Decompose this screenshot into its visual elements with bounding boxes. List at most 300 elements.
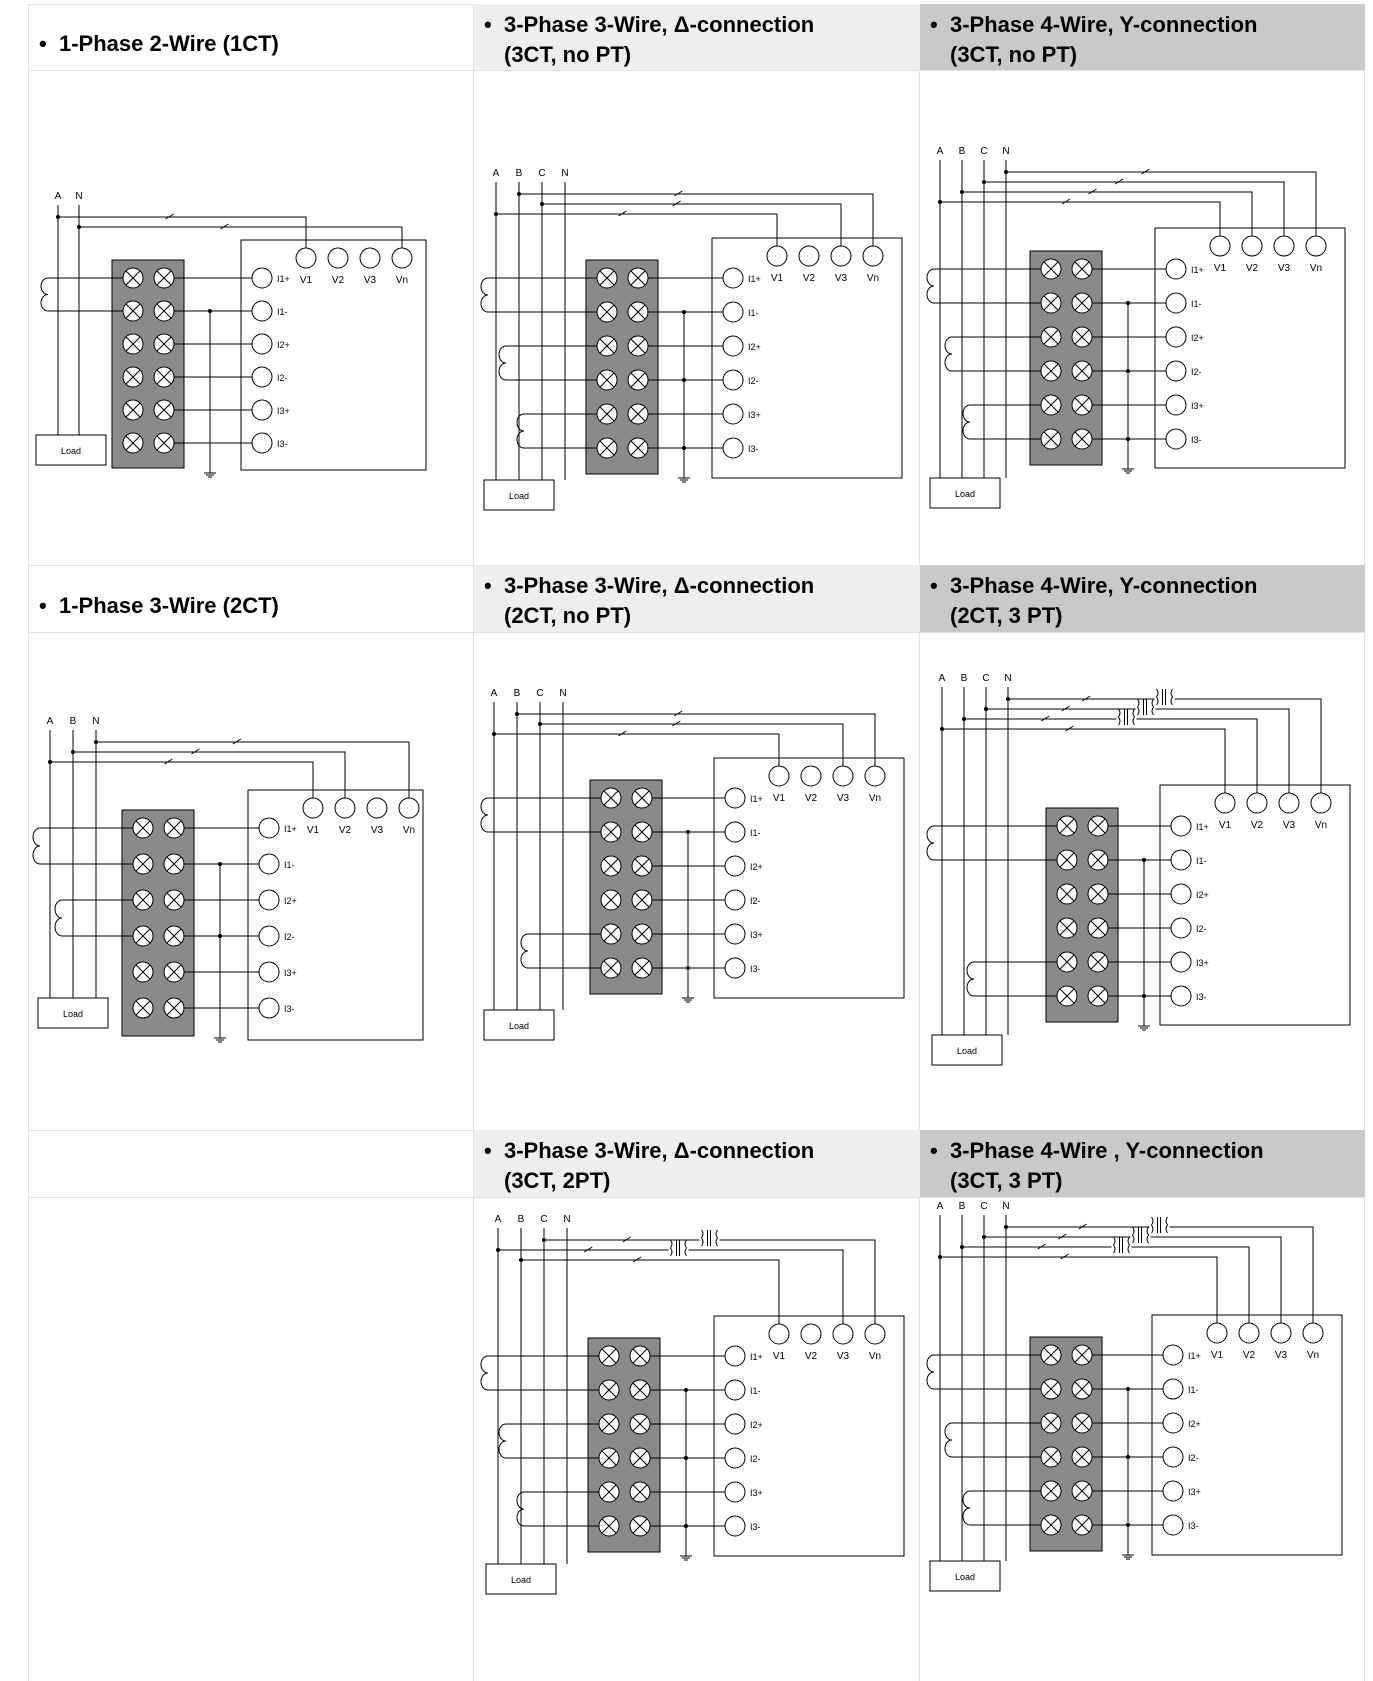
voltage-terminal-label: Vn: [1314, 820, 1328, 831]
voltage-terminal: [767, 246, 787, 266]
bullet: •: [484, 12, 492, 37]
ct-coil: [517, 414, 524, 448]
current-terminal-label: I1+: [1196, 822, 1209, 832]
current-terminal: [1163, 1345, 1183, 1365]
phase-label: N: [1002, 1201, 1010, 1212]
current-terminal-label: I1-: [1191, 299, 1202, 309]
junction-dot: [682, 310, 686, 314]
voltage-terminal: [1215, 793, 1235, 813]
header-3p3w-3ct-nopt: [474, 4, 920, 70]
header-1p3w: [29, 585, 474, 632]
load-label: Load: [508, 1021, 530, 1031]
voltage-terminal-label: Vn: [1306, 1350, 1320, 1361]
junction-dot: [684, 1456, 688, 1460]
load-label: Load: [508, 491, 530, 501]
junction-dot: [218, 862, 222, 866]
current-terminal: [725, 1448, 745, 1468]
load-label: Load: [510, 1575, 532, 1585]
current-terminal: [1163, 1379, 1183, 1399]
junction-dot: [1126, 1523, 1130, 1527]
wiring-diagram-3p4w-2ct-3pt: [930, 675, 1360, 1075]
header-subtitle: (2CT, 3 PT): [950, 603, 1063, 628]
junction-dot: [1126, 437, 1130, 441]
voltage-terminal: [367, 798, 387, 818]
current-terminal-label: I3+: [748, 410, 761, 420]
header-subtitle: (2CT, no PT): [504, 603, 632, 628]
pt-symbol: [671, 1240, 673, 1256]
current-terminal-label: I1-: [277, 307, 288, 317]
load-label: Load: [954, 489, 976, 499]
current-terminal-label: I1-: [750, 1386, 761, 1396]
voltage-terminal-label: V2: [338, 825, 352, 836]
header-title: 3-Phase 3-Wire, Δ-connection: [504, 1138, 815, 1163]
phase-label: N: [92, 716, 100, 727]
current-terminal: [259, 926, 279, 946]
voltage-wire: [720, 1240, 876, 1324]
ct-coil: [499, 1424, 506, 1458]
voltage-terminal-label: V2: [1250, 820, 1264, 831]
voltage-terminal: [833, 1324, 853, 1344]
header-3p4w-3ct-nopt: [920, 4, 1365, 70]
voltage-terminal-label: V2: [804, 1351, 818, 1362]
voltage-wire: [940, 1257, 1217, 1323]
current-terminal-label: I3+: [750, 1488, 763, 1498]
wiring-diagram-3p4w-3ct-3pt: [930, 1203, 1360, 1603]
current-terminal: [1166, 395, 1186, 415]
voltage-terminal: [296, 248, 316, 268]
bullet: •: [484, 573, 492, 598]
current-terminal-label: I3+: [1191, 401, 1204, 411]
phase-label: A: [936, 1201, 944, 1212]
phase-label: C: [980, 1201, 988, 1212]
phase-label: B: [958, 146, 966, 157]
current-terminal: [1163, 1413, 1183, 1433]
header-3p4w-3ct-3pt: [920, 1130, 1365, 1197]
pt-symbol: [716, 1230, 718, 1246]
header-3p3w-2ct-nopt: [474, 565, 920, 632]
voltage-terminal-label: V1: [772, 1351, 786, 1362]
voltage-terminal-label: V1: [299, 275, 313, 286]
voltage-terminal-label: V1: [306, 825, 320, 836]
ct-coil: [499, 346, 506, 380]
bullet: •: [39, 31, 47, 56]
current-terminal: [723, 336, 743, 356]
load-label: Load: [60, 446, 82, 456]
current-terminal-label: I1-: [748, 308, 759, 318]
current-terminal: [252, 334, 272, 354]
current-terminal: [725, 958, 745, 978]
voltage-terminal: [833, 766, 853, 786]
voltage-terminal: [865, 766, 885, 786]
current-terminal-label: I1+: [277, 274, 290, 284]
current-terminal: [1171, 850, 1191, 870]
voltage-terminal-label: V2: [804, 793, 818, 804]
current-terminal: [725, 1380, 745, 1400]
current-terminal-label: I2+: [1196, 890, 1209, 900]
voltage-terminal: [328, 248, 348, 268]
current-terminal: [1166, 259, 1186, 279]
current-terminal-label: I1+: [750, 1352, 763, 1362]
pt-symbol: [1119, 709, 1121, 725]
voltage-wire: [1137, 719, 1258, 793]
bullet: •: [39, 593, 47, 618]
phase-label: B: [515, 168, 523, 179]
current-terminal: [1171, 952, 1191, 972]
header-3p3w-3ct-2pt: [474, 1130, 920, 1197]
voltage-terminal-label: V1: [1213, 263, 1227, 274]
bullet: •: [930, 573, 938, 598]
voltage-terminal: [392, 248, 412, 268]
junction-dot: [1126, 1455, 1130, 1459]
pt-symbol: [685, 1240, 687, 1256]
voltage-terminal-label: V1: [770, 273, 784, 284]
phase-label: C: [538, 168, 546, 179]
junction-dot: [208, 309, 212, 313]
current-terminal-label: I3+: [750, 930, 763, 940]
current-terminal: [725, 1414, 745, 1434]
pt-symbol: [1133, 1227, 1135, 1243]
junction-dot: [1142, 994, 1146, 998]
current-terminal: [259, 890, 279, 910]
voltage-terminal: [1207, 1323, 1227, 1343]
current-terminal-label: I3-: [750, 964, 761, 974]
current-terminal: [725, 890, 745, 910]
current-terminal-label: I3-: [277, 439, 288, 449]
phase-label: N: [563, 1214, 571, 1225]
current-terminal-label: I2-: [284, 932, 295, 942]
voltage-terminal-label: Vn: [868, 1351, 882, 1362]
phase-label: C: [540, 1214, 548, 1225]
bullet: •: [484, 1138, 492, 1163]
voltage-terminal: [1303, 1323, 1323, 1343]
header-empty: [29, 1130, 474, 1197]
phase-label: B: [69, 716, 77, 727]
voltage-terminal-label: V3: [363, 275, 377, 286]
voltage-terminal-label: V2: [802, 273, 816, 284]
voltage-terminal-label: V2: [1242, 1350, 1256, 1361]
ct-coil: [55, 900, 62, 936]
terminal-block: [590, 780, 662, 994]
current-terminal-label: I3-: [1191, 435, 1202, 445]
voltage-terminal: [1242, 236, 1262, 256]
current-terminal: [1166, 429, 1186, 449]
header-subtitle: (3CT, no PT): [504, 42, 632, 67]
junction-dot: [686, 966, 690, 970]
voltage-terminal-label: V1: [1210, 1350, 1224, 1361]
current-terminal-label: I2+: [1191, 333, 1204, 343]
current-terminal-label: I1+: [750, 794, 763, 804]
current-terminal-label: I2-: [750, 1454, 761, 1464]
current-terminal-label: I2+: [284, 896, 297, 906]
bullet: •: [930, 12, 938, 37]
voltage-terminal-label: Vn: [1309, 263, 1323, 274]
load-label: Load: [956, 1046, 978, 1056]
voltage-terminal: [1306, 236, 1326, 256]
pt-symbol: [1138, 699, 1140, 715]
terminal-block: [1030, 1337, 1102, 1551]
voltage-terminal: [801, 766, 821, 786]
ct-coil: [945, 1423, 952, 1457]
current-terminal: [1166, 293, 1186, 313]
current-terminal: [1166, 327, 1186, 347]
junction-dot: [686, 830, 690, 834]
current-terminal: [723, 404, 743, 424]
terminal-block: [586, 260, 658, 474]
current-terminal-label: I3+: [277, 406, 290, 416]
voltage-terminal: [335, 798, 355, 818]
current-terminal-label: I2+: [750, 1420, 763, 1430]
voltage-terminal: [360, 248, 380, 268]
phase-label: N: [561, 168, 569, 179]
pt-symbol: [702, 1230, 704, 1246]
voltage-terminal-label: V3: [1282, 820, 1296, 831]
load-label: Load: [62, 1009, 84, 1019]
voltage-terminal-label: V3: [836, 1351, 850, 1362]
pt-symbol: [1166, 1217, 1168, 1233]
voltage-terminal: [799, 246, 819, 266]
phase-label: A: [54, 191, 62, 202]
voltage-wire: [1151, 1237, 1282, 1323]
pt-symbol: [1157, 689, 1159, 705]
current-terminal: [723, 268, 743, 288]
junction-dot: [1126, 369, 1130, 373]
current-terminal: [252, 400, 272, 420]
row-divider: [28, 70, 1365, 71]
header-title: 1-Phase 3-Wire (2CT): [59, 593, 279, 618]
phase-label: C: [980, 146, 988, 157]
voltage-terminal: [863, 246, 883, 266]
current-terminal-label: I3+: [284, 968, 297, 978]
phase-label: A: [46, 716, 54, 727]
phase-label: N: [1002, 146, 1010, 157]
phase-label: C: [982, 673, 990, 684]
current-terminal-label: I1+: [748, 274, 761, 284]
current-terminal: [1171, 918, 1191, 938]
voltage-terminal: [399, 798, 419, 818]
voltage-terminal-label: V2: [1245, 263, 1259, 274]
junction-dot: [1142, 858, 1146, 862]
header-1p2w: [29, 23, 474, 70]
wiring-diagram-1p2w: [36, 191, 466, 505]
voltage-wire: [1132, 1247, 1250, 1323]
ct-coil: [521, 934, 528, 968]
current-terminal: [723, 438, 743, 458]
pt-symbol: [1152, 699, 1154, 715]
current-terminal: [252, 433, 272, 453]
voltage-terminal: [303, 798, 323, 818]
terminal-block: [1030, 251, 1102, 465]
terminal-block: [112, 260, 184, 468]
phase-label: A: [492, 168, 500, 179]
pt-symbol: [1152, 1217, 1154, 1233]
row-divider: [28, 1197, 1365, 1198]
header-title: 3-Phase 3-Wire, Δ-connection: [504, 573, 815, 598]
terminal-block: [122, 810, 194, 1036]
voltage-terminal-label: V3: [836, 793, 850, 804]
current-terminal-label: I2-: [277, 373, 288, 383]
pt-symbol: [1128, 1237, 1130, 1253]
current-terminal: [1163, 1515, 1183, 1535]
current-terminal-label: I2-: [748, 376, 759, 386]
voltage-terminal: [1311, 793, 1331, 813]
current-terminal: [725, 788, 745, 808]
pt-symbol: [1133, 709, 1135, 725]
junction-dot: [1126, 301, 1130, 305]
current-terminal-label: I2-: [1191, 367, 1202, 377]
phase-label: N: [559, 688, 567, 699]
current-terminal-label: I2-: [1188, 1453, 1199, 1463]
current-terminal-label: I1+: [1191, 265, 1204, 275]
wiring-diagram-3p4w-3ct: [930, 148, 1360, 518]
junction-dot: [682, 378, 686, 382]
header-title: 3-Phase 4-Wire, Y-connection: [950, 12, 1258, 37]
current-terminal: [1171, 816, 1191, 836]
header-title: 3-Phase 4-Wire , Y-connection: [950, 1138, 1264, 1163]
pt-symbol: [1147, 1227, 1149, 1243]
phase-label: A: [938, 673, 946, 684]
voltage-terminal: [1274, 236, 1294, 256]
pt-symbol: [1171, 689, 1173, 705]
current-terminal-label: I3-: [748, 444, 759, 454]
header-title: 3-Phase 4-Wire, Y-connection: [950, 573, 1258, 598]
current-terminal: [725, 822, 745, 842]
phase-label: B: [513, 688, 521, 699]
current-terminal-label: I3-: [1188, 1521, 1199, 1531]
voltage-terminal-label: V3: [1277, 263, 1291, 274]
junction-dot: [218, 934, 222, 938]
current-terminal: [1171, 986, 1191, 1006]
header-title: 3-Phase 3-Wire, Δ-connection: [504, 12, 815, 37]
terminal-block: [588, 1338, 660, 1552]
header-subtitle: (3CT, no PT): [950, 42, 1078, 67]
load-label: Load: [954, 1572, 976, 1582]
junction-dot: [682, 446, 686, 450]
ct-coil: [945, 337, 952, 371]
current-terminal: [252, 301, 272, 321]
voltage-wire: [1175, 699, 1322, 793]
voltage-terminal-label: V3: [834, 273, 848, 284]
current-terminal: [1171, 884, 1191, 904]
voltage-wire: [1170, 1227, 1314, 1323]
pt-symbol: [1114, 1237, 1116, 1253]
phase-label: A: [490, 688, 498, 699]
voltage-terminal-label: V1: [772, 793, 786, 804]
current-terminal-label: I3-: [1196, 992, 1207, 1002]
ct-coil: [41, 278, 48, 311]
phase-label: C: [536, 688, 544, 699]
junction-dot: [684, 1524, 688, 1528]
header-subtitle: (3CT, 3 PT): [950, 1168, 1063, 1193]
current-terminal-label: I3-: [750, 1522, 761, 1532]
phase-label: N: [75, 191, 83, 202]
voltage-terminal-label: V2: [331, 275, 345, 286]
current-terminal-label: I2-: [1196, 924, 1207, 934]
ct-coil: [967, 962, 974, 996]
current-terminal: [1163, 1447, 1183, 1467]
phase-label: N: [1004, 673, 1012, 684]
current-terminal-label: I1-: [1196, 856, 1207, 866]
voltage-terminal: [1210, 236, 1230, 256]
voltage-terminal-label: Vn: [395, 275, 409, 286]
voltage-terminal: [1271, 1323, 1291, 1343]
current-terminal-label: I1-: [750, 828, 761, 838]
junction-dot: [684, 1388, 688, 1392]
voltage-terminal: [1279, 793, 1299, 813]
voltage-terminal: [1239, 1323, 1259, 1343]
voltage-wire: [689, 1250, 844, 1324]
current-terminal: [723, 370, 743, 390]
current-terminal: [252, 268, 272, 288]
header-subtitle: (3CT, 2PT): [504, 1168, 611, 1193]
header-title: 1-Phase 2-Wire (1CT): [59, 31, 279, 56]
voltage-terminal-label: V3: [1274, 1350, 1288, 1361]
wiring-diagram-3p3w-3ct-2pt: [484, 1216, 914, 1606]
voltage-wire: [521, 1260, 779, 1324]
phase-label: B: [517, 1214, 525, 1225]
junction-dot: [1126, 1387, 1130, 1391]
current-terminal: [1166, 361, 1186, 381]
voltage-terminal: [769, 1324, 789, 1344]
current-terminal: [252, 367, 272, 387]
row-divider: [28, 632, 1365, 633]
wiring-diagram-1p3w: [36, 718, 466, 1048]
current-terminal-label: I3+: [1188, 1487, 1201, 1497]
current-terminal: [725, 1516, 745, 1536]
current-terminal-label: I1+: [1188, 1351, 1201, 1361]
current-terminal-label: I3-: [284, 1004, 295, 1014]
voltage-terminal-label: V3: [370, 825, 384, 836]
voltage-terminal-label: V1: [1218, 820, 1232, 831]
voltage-terminal: [801, 1324, 821, 1344]
current-terminal-label: I2+: [750, 862, 763, 872]
voltage-wire: [942, 729, 1225, 793]
terminal-block: [1046, 808, 1118, 1022]
voltage-terminal: [769, 766, 789, 786]
current-terminal: [259, 962, 279, 982]
voltage-terminal: [865, 1324, 885, 1344]
current-terminal-label: I1-: [1188, 1385, 1199, 1395]
current-terminal: [725, 1346, 745, 1366]
current-terminal-label: I1+: [284, 824, 297, 834]
current-terminal: [723, 302, 743, 322]
current-terminal: [259, 854, 279, 874]
ct-coil: [963, 1491, 970, 1525]
phase-label: B: [960, 673, 968, 684]
current-terminal-label: I1-: [284, 860, 295, 870]
current-terminal: [725, 1482, 745, 1502]
current-terminal: [259, 818, 279, 838]
current-terminal-label: I2-: [750, 896, 761, 906]
voltage-terminal-label: Vn: [402, 825, 416, 836]
phase-label: A: [494, 1214, 502, 1225]
current-terminal: [725, 924, 745, 944]
current-terminal: [1163, 1481, 1183, 1501]
current-terminal-label: I2+: [748, 342, 761, 352]
voltage-terminal: [1247, 793, 1267, 813]
voltage-terminal-label: Vn: [866, 273, 880, 284]
current-terminal-label: I3+: [1196, 958, 1209, 968]
voltage-terminal-label: Vn: [868, 793, 882, 804]
voltage-terminal: [831, 246, 851, 266]
current-terminal-label: I2+: [1188, 1419, 1201, 1429]
ct-coil: [963, 405, 970, 439]
wiring-diagram-3p3w-2ct: [484, 690, 914, 1050]
phase-label: B: [958, 1201, 966, 1212]
current-terminal-label: I2+: [277, 340, 290, 350]
bullet: •: [930, 1138, 938, 1163]
current-terminal: [259, 998, 279, 1018]
header-3p4w-2ct-3pt: [920, 565, 1365, 632]
